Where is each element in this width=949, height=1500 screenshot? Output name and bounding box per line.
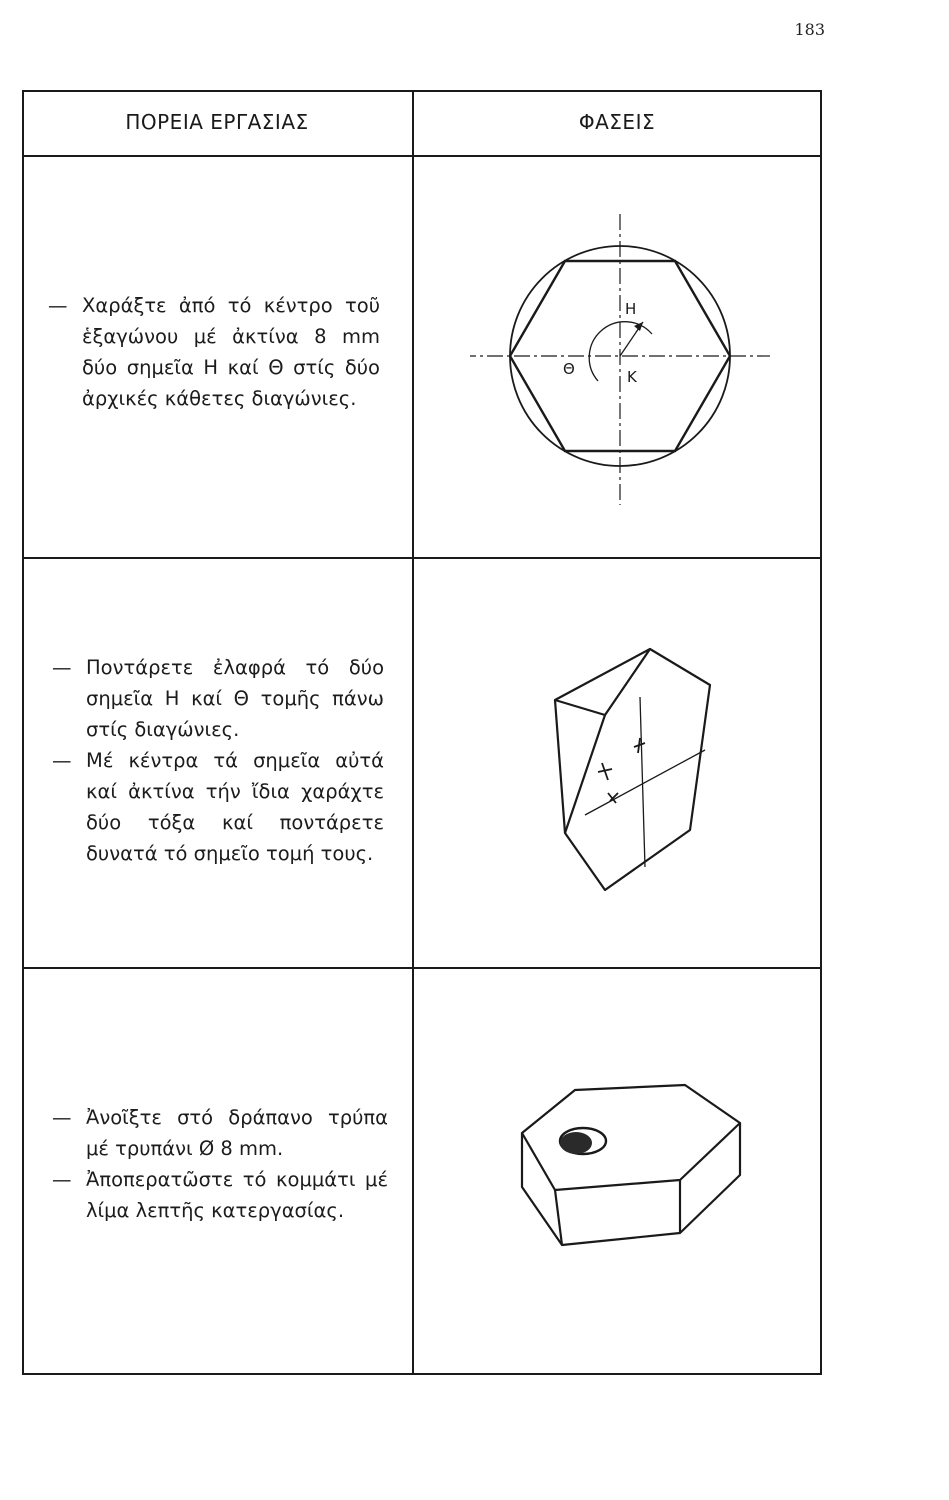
column-divider <box>412 90 414 1375</box>
punch-marks <box>598 738 645 803</box>
row-3-steps <box>52 1102 388 1226</box>
page-number: 183 <box>794 20 825 39</box>
list-item: — Ἀποπερατῶστε τό κομμάτι μέ λίμα λεπτῆς κατεργασίας. <box>52 1168 388 1222</box>
label-theta: Θ <box>563 360 575 378</box>
step-text: Ποντάρετε ἐλαφρά τό δύο σημεῖα Η καί Θ τομῆς πάνω στίς διαγώνιες. <box>86 656 384 741</box>
list-item: — Ἀνοῖξτε στό δράπανο τρύπα μέ τρυπάνι Ø 8 mm. <box>52 1106 388 1160</box>
hexagon-marking-figure <box>470 210 780 510</box>
step-text: Χαράξτε ἀπό τό κέντρο τοῦ ἑξαγώνου μέ ἀκτίνα 8 mm δύο σημεῖα Η καί Θ στίς δύο ἀρχικές κάθετες διαγώνιες. <box>82 294 380 410</box>
header-divider <box>22 155 822 157</box>
row-2-steps <box>52 652 384 869</box>
step-text: Ἀνοῖξτε στό δράπανο τρύπα μέ τρυπάνι Ø 8 mm. <box>86 1106 388 1160</box>
prism-side-edge <box>565 715 605 833</box>
drilled-hexagon-nut-figure <box>510 1075 760 1265</box>
row-divider-2 <box>22 967 822 969</box>
step-text: Ἀποπερατῶστε τό κομμάτι μέ λίμα λεπτῆς κατεργασίας. <box>86 1168 388 1222</box>
prism-top-edge <box>555 649 650 715</box>
radius-arc <box>589 322 652 381</box>
header-phases: ΦΑΣΕΙΣ <box>578 110 656 134</box>
header-work-procedure: ΠΟΡΕΙΑ ΕΡΓΑΣΙΑΣ <box>125 110 309 134</box>
label-k: Κ <box>627 368 637 386</box>
step-text: Μέ κέντρα τά σημεῖα αὐτά καί ἀκτίνα τήν ἴδια χαράχτε δύο τόξα καί ποντάρετε δυνατά τό σημεῖο τομή τους. <box>86 749 384 865</box>
diagonal-line <box>585 750 705 815</box>
label-h: Η <box>625 300 637 318</box>
row-divider-1 <box>22 557 822 559</box>
prism-front-face <box>555 649 710 890</box>
row-1-steps <box>48 290 380 414</box>
punched-hexagon-prism-figure <box>500 635 740 905</box>
list-item: — Ποντάρετε ἐλαφρά τό δύο σημεῖα Η καί Θ τομῆς πάνω στίς διαγώνιες. <box>52 656 384 741</box>
list-item: — Μέ κέντρα τά σημεῖα αὐτά καί ἀκτίνα τήν ἴδια χαράχτε δύο τόξα καί ποντάρετε δυνατά τό σημεῖο τομή τους. <box>52 749 384 865</box>
nut-top-face <box>522 1085 740 1190</box>
diagonal-line <box>640 697 645 867</box>
drilled-hole-shadow <box>560 1132 592 1154</box>
list-item: — Χαράξτε ἀπό τό κέντρο τοῦ ἑξαγώνου μέ ἀκτίνα 8 mm δύο σημεῖα Η καί Θ στίς δύο ἀρχικές κάθετες διαγώνιες. <box>48 294 380 410</box>
